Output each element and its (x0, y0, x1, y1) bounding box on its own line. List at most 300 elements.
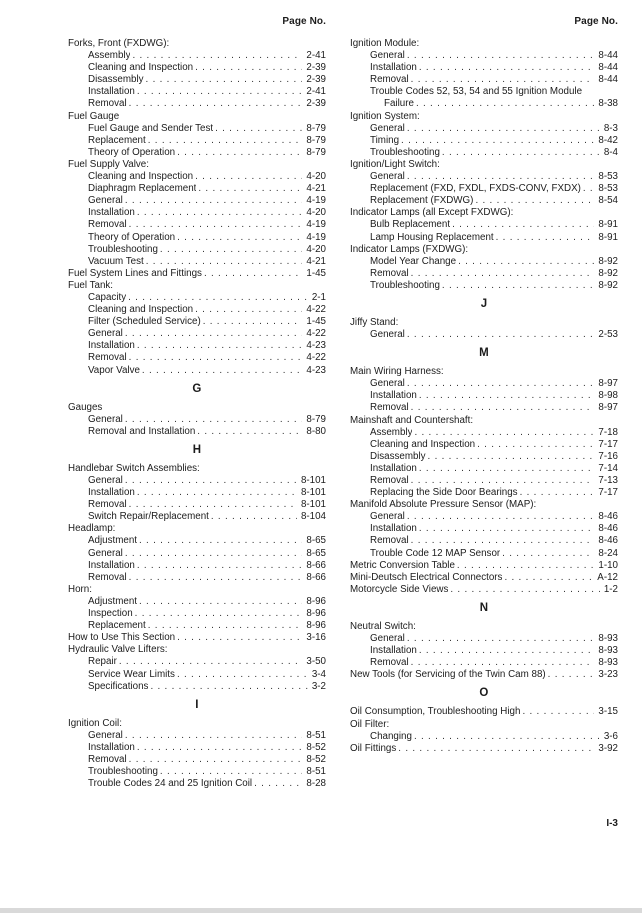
entry-title: Removal (370, 475, 409, 486)
index-entry (68, 38, 326, 50)
page-number-footer: I-3 (606, 818, 618, 829)
entry-page-number: 8-46 (598, 511, 618, 523)
index-entry (350, 256, 618, 268)
entry-title: Oil Fittings (350, 742, 397, 754)
index-entry (68, 656, 326, 668)
index-entry (350, 111, 618, 123)
entry-title: Installation (88, 340, 135, 352)
dot-leader (195, 304, 302, 316)
entry-title: Indicator Lamps (all Except FXDWG): (350, 207, 514, 219)
index-entry (68, 766, 326, 778)
entry-title: General (370, 633, 405, 645)
entry-page-number: 3-50 (306, 656, 326, 668)
index-entry (350, 219, 618, 231)
index-entry (350, 743, 618, 755)
entry-page-number: 8-93 (598, 657, 618, 669)
entry-page-number: 2-39 (306, 62, 326, 74)
entry-title: Neutral Switch: (350, 620, 416, 632)
dot-leader (419, 645, 595, 657)
entry-page-number: 7-14 (598, 462, 618, 474)
dot-leader (475, 195, 594, 207)
section-letter-i: I (195, 698, 199, 711)
entry-title: Gauges (68, 401, 103, 413)
index-entry (68, 499, 326, 511)
index-entry (68, 560, 326, 572)
dot-leader (129, 499, 297, 511)
entry-title: Cleaning and Inspection (88, 62, 194, 74)
entry-title: Model Year Change (370, 255, 457, 267)
index-entry (68, 304, 326, 316)
entry-title: Installation (88, 207, 135, 219)
entry-title: Fuel Gauge (68, 110, 120, 122)
entry-title: Removal and Installation (88, 425, 196, 437)
entry-page-number: 8-4 (603, 146, 618, 158)
index-entry (350, 98, 618, 110)
entry-page-number: 1-45 (306, 267, 326, 279)
entry-title: Ignition System: (350, 110, 420, 122)
entry-page-number: 4-21 (306, 183, 326, 195)
dot-leader (129, 352, 303, 364)
dot-leader (128, 292, 308, 304)
index-entry (350, 621, 618, 633)
index-entry (68, 511, 326, 523)
entry-title: Inspection (88, 608, 133, 620)
index-entry (68, 487, 326, 499)
entry-page-number: 8-96 (306, 608, 326, 620)
entry-title: Indicator Lamps (FXDWG): (350, 243, 469, 255)
entry-title: Horn: (68, 583, 92, 595)
index-entry (350, 280, 618, 292)
entry-page-number: 8-51 (306, 729, 326, 741)
index-entry (350, 645, 618, 657)
entry-page-number: 1-2 (603, 583, 618, 595)
entry-title: Installation (370, 462, 417, 474)
entry-title: Trouble Code 12 MAP Sensor (370, 547, 501, 559)
entry-page-number: 4-22 (306, 328, 326, 340)
entry-title: Trouble Codes 52, 53, 54 and 55 Ignition Module (370, 86, 583, 98)
index-entry (68, 171, 326, 183)
dot-leader (407, 633, 595, 645)
entry-page-number: 3-15 (598, 706, 618, 718)
index-entry (350, 123, 618, 135)
section-letter-o: O (479, 687, 489, 700)
dot-leader (401, 135, 594, 147)
entry-title: Diaphragm Replacement (88, 183, 197, 195)
index-entry (350, 669, 618, 681)
section-letter-h: H (192, 443, 202, 456)
index-entry (350, 572, 618, 584)
entry-title: Installation (370, 390, 417, 402)
entry-title: Installation (370, 523, 417, 535)
entry-title: Removal (370, 402, 409, 414)
entry-page-number: 4-19 (306, 219, 326, 231)
entry-page-number: 8-93 (598, 633, 618, 645)
dot-leader (496, 232, 595, 244)
entry-title: Replacement (FXD, FXDL, FXDS-CONV, FXDX) (370, 183, 581, 195)
entry-title: Fuel Gauge and Sender Test (88, 122, 214, 134)
dot-leader (419, 463, 595, 475)
dot-leader (137, 340, 303, 352)
index-entry (350, 207, 618, 219)
dot-leader (419, 62, 595, 74)
index-entry (68, 244, 326, 256)
index-entry (68, 620, 326, 632)
index-entry (350, 657, 618, 669)
index-entry (350, 329, 618, 341)
dot-leader (139, 535, 302, 547)
entry-title: Lamp Housing Replacement (370, 231, 494, 243)
entry-page-number: 8-66 (306, 559, 326, 571)
entry-page-number: 8-44 (598, 74, 618, 86)
index-entry (350, 268, 618, 280)
entry-title: Filter (Scheduled Service) (88, 316, 201, 328)
index-entry (350, 535, 618, 547)
dot-leader (548, 669, 595, 681)
entry-title: New Tools (for Servicing of the Twin Cam 88) (350, 669, 546, 681)
index-entry (68, 62, 326, 74)
dot-leader (458, 256, 594, 268)
dot-leader (407, 378, 595, 390)
dot-leader (132, 50, 302, 62)
index-entry (68, 207, 326, 219)
index-entry (350, 366, 618, 378)
entry-title: General (88, 475, 123, 486)
entry-page-number: 8-93 (598, 645, 618, 657)
entry-page-number: 8-53 (598, 171, 618, 183)
index-entry (350, 560, 618, 572)
dot-leader (129, 754, 303, 766)
index-entry (68, 232, 326, 244)
dot-leader (522, 706, 594, 718)
entry-page-number: 8-52 (306, 753, 326, 765)
entry-title: Vapor Valve (88, 364, 140, 376)
index-entry (68, 572, 326, 584)
entry-title: Mainshaft and Countershaft: (350, 414, 474, 426)
entry-title: Vacuum Test (88, 255, 144, 267)
dot-leader (137, 86, 303, 98)
entry-title: Switch Repair/Replacement (88, 511, 209, 523)
entry-title: Fuel System Lines and Fittings (68, 267, 202, 279)
index-entry (350, 135, 618, 147)
entry-title: Troubleshooting (370, 146, 440, 158)
dot-leader (119, 656, 303, 668)
index-entry (68, 268, 326, 280)
dot-leader (520, 487, 595, 499)
index-entry (68, 183, 326, 195)
dot-leader (148, 620, 303, 632)
dot-leader (411, 74, 595, 86)
dot-leader (583, 183, 595, 195)
entry-title: Ignition Coil: (68, 717, 122, 729)
entry-title: Adjustment (88, 595, 138, 607)
section-letter-m: M (479, 347, 489, 360)
dot-leader (129, 572, 303, 584)
entry-title: Capacity (88, 291, 127, 303)
entry-title: General (88, 413, 123, 425)
index-entry (350, 38, 618, 50)
dot-leader (411, 268, 595, 280)
entry-title: Installation (88, 741, 135, 753)
entry-title: Theory of Operation (88, 231, 176, 243)
entry-page-number: 8-97 (598, 402, 618, 414)
entry-title: Removal (88, 571, 127, 583)
index-entry (350, 390, 618, 402)
entry-title: Disassembly (88, 74, 144, 86)
index-entry (68, 632, 326, 644)
index-entry (350, 475, 618, 487)
entry-page-number: 7-18 (598, 426, 618, 438)
index-entry (350, 378, 618, 390)
index-entry (68, 123, 326, 135)
entry-title: Installation (88, 86, 135, 98)
index-entry (68, 463, 326, 475)
entry-title: Replacement (88, 620, 146, 632)
entry-title: Replacement (88, 134, 146, 146)
dot-leader (414, 427, 594, 439)
entry-page-number: 2-39 (306, 98, 326, 110)
dot-leader (419, 390, 595, 402)
entry-title: Headlamp: (68, 523, 116, 535)
entry-page-number: 7-17 (598, 487, 618, 499)
index-entry (350, 183, 618, 195)
dot-leader (197, 426, 302, 438)
index-entry (68, 402, 326, 414)
entry-title: Disassembly (370, 450, 426, 462)
index-entry (350, 463, 618, 475)
dot-leader (137, 742, 303, 754)
entry-title: General (88, 328, 123, 340)
index-entry (350, 74, 618, 86)
dot-leader (142, 365, 302, 377)
entry-title: General (370, 378, 405, 390)
dot-leader (477, 439, 594, 451)
entry-title: Trouble Codes 24 and 25 Ignition Coil (88, 778, 253, 790)
index-entry (350, 487, 618, 499)
dot-leader (442, 280, 594, 292)
dot-leader (177, 232, 302, 244)
entry-title: Troubleshooting (88, 243, 158, 255)
index-entry (68, 730, 326, 742)
entry-page-number: 8-79 (306, 146, 326, 158)
entry-page-number: 8-44 (598, 50, 618, 62)
index-entry (350, 633, 618, 645)
index-entry (350, 499, 618, 511)
entry-title: Replacing the Side Door Bearings (370, 487, 518, 499)
entry-title: Cleaning and Inspection (88, 171, 194, 183)
entry-title: Removal (88, 753, 127, 765)
entry-page-number: 8-24 (598, 547, 618, 559)
entry-page-number: 8-79 (306, 413, 326, 425)
page-no-column-header-left: Page No. (282, 16, 326, 27)
entry-title: Assembly (88, 50, 131, 62)
index-entry (68, 111, 326, 123)
entry-page-number: 8-92 (598, 267, 618, 279)
dot-leader (502, 548, 594, 560)
entry-page-number: 1-45 (306, 316, 326, 328)
section-letter-g: G (192, 382, 202, 395)
entry-page-number: 8-46 (598, 535, 618, 547)
entry-page-number: 2-41 (306, 50, 326, 62)
dot-leader (450, 584, 599, 596)
dot-leader (160, 244, 302, 256)
entry-page-number: 1-10 (598, 559, 618, 571)
entry-title: Oil Consumption, Troubleshooting High (350, 706, 521, 718)
entry-title: Installation (370, 645, 417, 657)
entry-page-number: 8-38 (598, 98, 618, 110)
entry-page-number: 4-19 (306, 231, 326, 243)
index-column-right (350, 16, 618, 755)
index-entry (68, 754, 326, 766)
scan-edge (0, 908, 642, 913)
entry-page-number: 8-51 (306, 766, 326, 778)
dot-leader (411, 657, 595, 669)
index-entry (350, 451, 618, 463)
entry-page-number: 7-17 (598, 438, 618, 450)
entry-page-number: 2-39 (306, 74, 326, 86)
entry-page-number: 8-54 (598, 195, 618, 207)
entry-title: Bulb Replacement (370, 219, 451, 231)
entry-title: Changing (370, 730, 412, 742)
index-entry (68, 50, 326, 62)
index-entry (350, 523, 618, 535)
entry-page-number: 7-13 (598, 475, 618, 486)
entry-title: Removal (88, 499, 127, 511)
dot-leader (203, 316, 303, 328)
entry-title: General (370, 50, 405, 62)
index-entry (68, 669, 326, 681)
index-entry (68, 159, 326, 171)
index-entry (68, 426, 326, 438)
entry-page-number: 8-79 (306, 122, 326, 134)
entry-title: Repair (88, 656, 117, 668)
dot-leader (195, 62, 302, 74)
section-letter-j: J (480, 297, 488, 310)
dot-leader (407, 123, 600, 135)
dot-leader (211, 511, 297, 523)
entry-title: Cleaning and Inspection (88, 304, 194, 316)
index-entry (68, 135, 326, 147)
entry-title: Removal (88, 219, 127, 231)
dot-leader (125, 548, 303, 560)
dot-leader (137, 207, 303, 219)
dot-leader (125, 414, 303, 426)
entry-page-number: 4-23 (306, 364, 326, 376)
entry-page-number: 2-1 (311, 291, 326, 303)
entry-page-number: 8-91 (598, 219, 618, 231)
index-entry (68, 718, 326, 730)
entry-title: Service Wear Limits (88, 668, 175, 680)
index-entry (68, 328, 326, 340)
entry-page-number: 8-96 (306, 620, 326, 632)
index-entry (68, 98, 326, 110)
entry-title: Adjustment (88, 535, 138, 547)
dot-leader (125, 730, 303, 742)
dot-leader (407, 511, 595, 523)
entry-page-number: 8-28 (306, 778, 326, 790)
index-entry (350, 584, 618, 596)
dot-leader (125, 195, 303, 207)
entry-page-number: 8-96 (306, 595, 326, 607)
dot-leader (129, 219, 303, 231)
entry-page-number: 3-16 (306, 632, 326, 644)
entry-page-number: 8-46 (598, 523, 618, 535)
index-entry (68, 147, 326, 159)
entry-title: Timing (370, 134, 400, 146)
entry-page-number: 8-92 (598, 255, 618, 267)
entry-page-number: 8-91 (598, 231, 618, 243)
entry-title: Theory of Operation (88, 146, 176, 158)
entry-page-number: 8-98 (598, 390, 618, 402)
dot-leader (407, 50, 595, 62)
dot-leader (398, 743, 594, 755)
entry-title: Removal (370, 267, 409, 279)
index-entry (68, 523, 326, 535)
entry-page-number: 2-53 (598, 329, 618, 341)
index-entry (350, 147, 618, 159)
entry-title: Hydraulic Valve Lifters: (68, 644, 168, 656)
index-entry (350, 171, 618, 183)
dot-leader (428, 451, 595, 463)
entry-title: Replacement (FXDWG) (370, 195, 474, 207)
entry-page-number: 8-101 (300, 499, 326, 511)
dot-leader (452, 219, 594, 231)
index-entry (68, 195, 326, 207)
entry-title: Removal (370, 535, 409, 547)
entry-title: Motorcycle Side Views (350, 583, 449, 595)
dot-leader (504, 572, 593, 584)
entry-page-number: 3-92 (598, 742, 618, 754)
dot-leader (177, 632, 302, 644)
dot-leader (160, 766, 302, 778)
dot-leader (254, 778, 302, 790)
entry-page-number: 8-79 (306, 134, 326, 146)
entry-page-number: 4-20 (306, 243, 326, 255)
entry-page-number: 8-44 (598, 62, 618, 74)
dot-leader (419, 523, 595, 535)
entry-title: Troubleshooting (88, 766, 158, 778)
index-entry (350, 195, 618, 207)
entry-page-number: 8-52 (306, 741, 326, 753)
entry-page-number: 3-4 (311, 668, 326, 680)
index-column-left (68, 16, 326, 790)
entry-title: Jiffy Stand: (350, 316, 399, 328)
entry-title: Manifold Absolute Pressure Sensor (MAP): (350, 499, 537, 511)
index-entry (350, 511, 618, 523)
entry-title: Ignition Module: (350, 38, 420, 49)
dot-leader (139, 596, 302, 608)
entry-page-number: 2-41 (306, 86, 326, 98)
index-entry (350, 731, 618, 743)
index-entry (68, 584, 326, 596)
entry-title: General (88, 729, 123, 741)
entry-page-number: 8-65 (306, 535, 326, 547)
dot-leader (177, 669, 308, 681)
entry-title: Installation (88, 559, 135, 571)
index-entry (350, 427, 618, 439)
entry-title: Ignition/Light Switch: (350, 158, 440, 170)
dot-leader (457, 560, 594, 572)
entry-title: Removal (88, 352, 127, 364)
dot-leader (137, 560, 303, 572)
dot-leader (146, 74, 303, 86)
entry-page-number: 8-101 (300, 487, 326, 499)
entry-page-number: 4-20 (306, 207, 326, 219)
entry-title: Oil Filter: (350, 718, 390, 730)
entry-title: General (370, 511, 405, 523)
entry-title: Assembly (370, 426, 413, 438)
index-entry (68, 316, 326, 328)
index-entry (350, 548, 618, 560)
